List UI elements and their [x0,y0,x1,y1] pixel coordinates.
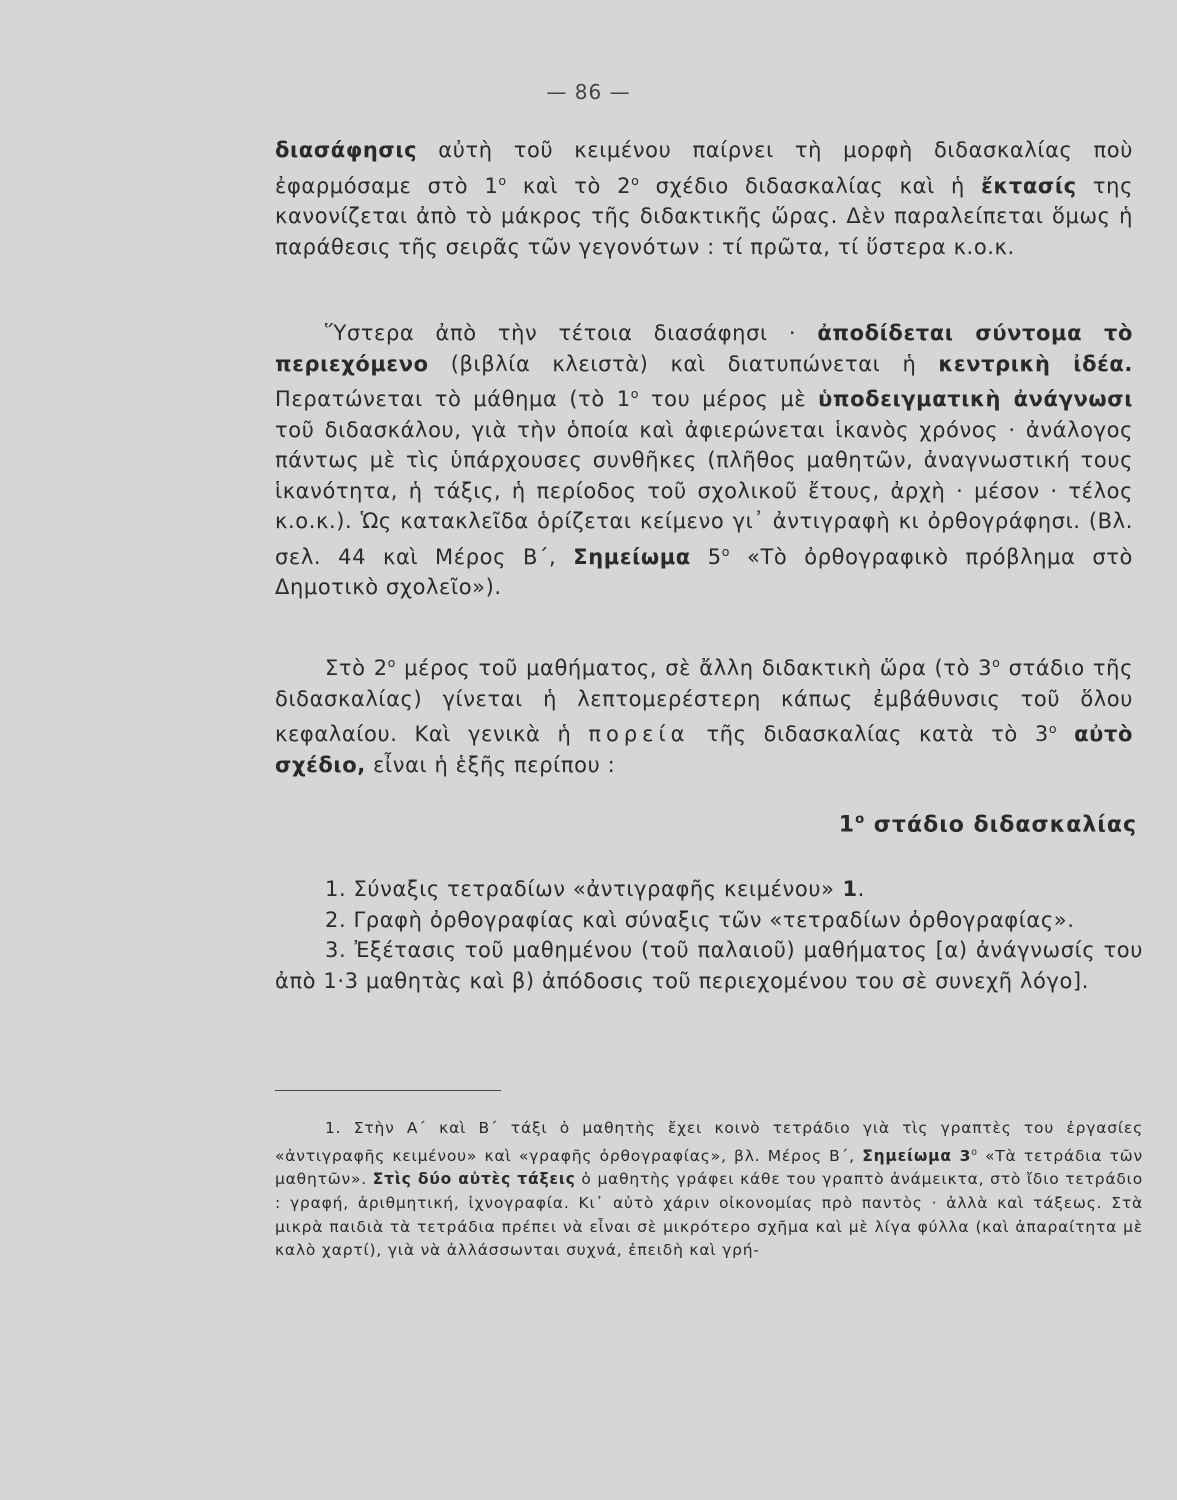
paragraph-2: Ὕστερα ἀπὸ τὴν τέτοια διασάφησι · ἀποδίδεται σύντομα τὸ περιεχόμενο (βιβλία κλειστὰ) καὶ διατυπώνεται ἡ κεντρικὴ ἰδέα. Περατώνεται τὸ μάθημα (τὸ $1^o$ του μέρος μὲ ὑποδειγματικὴ ἀνάγνωσι τοῦ διδασκάλου, γιὰ τὴν ὁποία καὶ ἀφιερώνεται ἱκανὸς χρόνος · ἀνάλογος πάντως μὲ τὶς ὑπάρχουσες συνθῆκες (πλῆθος μαθητῶν, ἀναγνωστική τους ἱκανότητα, ἡ τάξις, ἡ περίοδος τοῦ σχολικοῦ ἔτους, ἀρχὴ · μέσον · τέλος κ.ο.κ.). Ὡς κατακλεῖδα ὁρίζεται κείμενο γι᾿ ἀντιγραφὴ κι ὀρθογράφησι. (Βλ. σελ. 44 καὶ Μέρος Β΄, Σημείωμα $5^o$ «Τὸ ὀρθογραφικὸ πρόβλημα στὸ Δημοτικὸ σχολεῖο»). [275,321,1133,599]
section-heading: $1^o$ στάδιο διδασκαλίας [838,812,1137,838]
footnote-divider [275,1090,501,1091]
list-item: 1. Σύναξις τετραδίων «ἀντιγραφῆς κειμένου» 1. [325,877,865,901]
list-item: 3. Ἐξέτασις τοῦ μαθημένου (τοῦ παλαιοῦ) μαθήματος [α) ἀνάγνωσίς του ἀπὸ 1·3 μαθητὰς καὶ β) ἀπόδοσις τοῦ περιεχομένου του σὲ συνεχῆ λόγο]. [275,938,1143,993]
footnote: 1. Στὴν Α΄ καὶ Β΄ τάξι ὁ μαθητὴς ἔχει κοινὸ τετράδιο γιὰ τὶς γραπτὲς του ἐργασίες «ἀντιγραφῆς κειμένου» καὶ «γραφῆς ὀρθογραφίας», βλ. Μέρος Β΄, Σημείωμα $3^o$ «Τὰ τετράδια τῶν μαθητῶν». Στὶς δύο αὐτὲς τάξεις ὁ μαθητὴς γράφει κάθε του γραπτὸ ἀνάμεικτα, στὸ ἴδιο τετράδιο : γραφή, ἀριθμητική, ἰχνογραφία. Κι᾿ αὐτὸ χάριν οἰκονομίας πρὸ παντὸς · ἀλλὰ καὶ τάξεως. Στὰ μικρὰ παιδιὰ τὰ τετράδια πρέπει νὰ εἶναι σὲ μικρότερο σχῆμα καὶ μὲ λίγα φύλλα (καὶ ἀπαραίτητα μὲ καλὸ χαρτί), γιὰ νὰ ἀλλάσσωνται συχνά, ἐπειδὴ καὶ γρή- [275,1119,1143,1260]
stage-list [275,874,1143,996]
list-item: 2. Γραφὴ ὀρθογραφίας καὶ σύναξις τῶν «τετραδίων ὀρθογραφίας». [325,907,1075,932]
paragraph-1: διασάφησις αὐτὴ τοῦ κειμένου παίρνει τὴ μορφὴ διδασκαλίας ποὺ ἐφαρμόσαμε στὸ $1^o$ καὶ τὸ $2^o$ σχέδιο διδασκαλίας καὶ ἡ ἔκτασίς της κανονίζεται ἀπὸ τὸ μάκρος τῆς διδακτικῆς ὥρας. Δὲν παραλείπεται ὅμως ἡ παράθεσις τῆς σειρᾶς τῶν γεγονότων : τί πρῶτα, τί ὕστερα κ.ο.κ. [275,138,1133,259]
footnote-marker: 1 [834,877,858,901]
page-number: — 86 — [546,80,631,104]
paragraph-3: Στὸ $2^o$ μέρος τοῦ μαθήματος, σὲ ἄλλη διδακτικὴ ὥρα (τὸ $3^o$ στάδιο τῆς διδασκαλίας) γίνεται ἡ λεπτομερέστερη κάπως ἐμβάθυνσις τοῦ ὅλου κεφαλαίου. Καὶ γενικὰ ἡ πορεία τῆς διδασκαλίας κατὰ τὸ $3^o$ αὐτὸ σχέδιο, εἶναι ἡ ἑξῆς περίπου : [275,655,1134,777]
